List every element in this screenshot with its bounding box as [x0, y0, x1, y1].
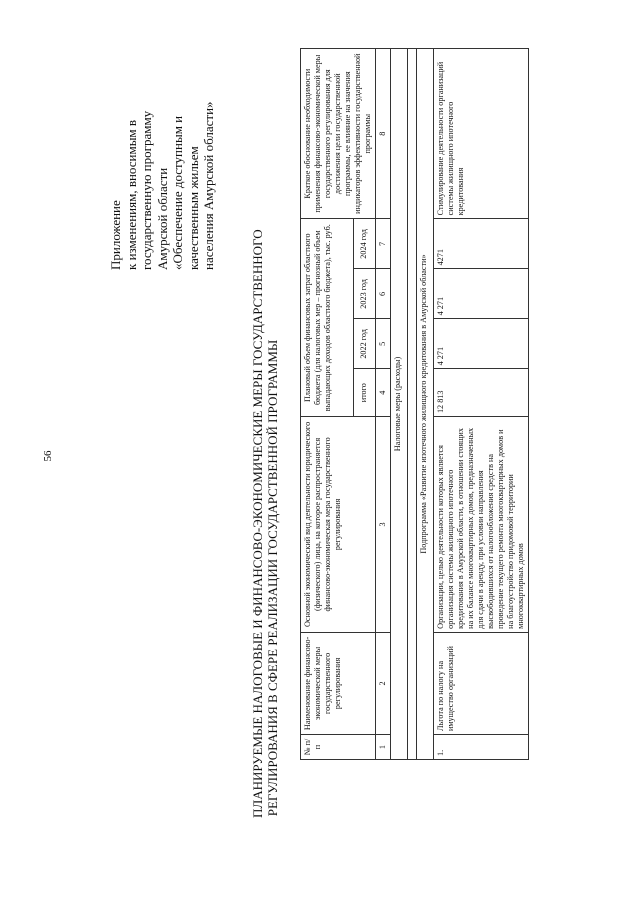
- appendix-block: [108, 60, 217, 270]
- row-num: 1.: [434, 735, 529, 760]
- row-name: Льгота по налогу на имущество организаций: [434, 632, 529, 734]
- table-row: [434, 49, 529, 760]
- row-justification: Стимулирование деятельности организаций системы жилищного ипотечного кредитования: [434, 49, 529, 219]
- section-row: [391, 49, 408, 760]
- col-number: 7: [376, 219, 391, 269]
- header-activity: Основной экономический вид деятельности юридического (физического) лица, на которое распространяется финансово-экономическая мера государственного регулирования: [301, 417, 376, 633]
- section-title: Налоговые меры (расходы): [391, 49, 408, 760]
- row-activity: Организации, целью деятельности которых является организация системы жилищного ипотечного кредитования в Амурской области, в отношении стоящих на их балансе многоквартирных домов, предназначенных для сдачи в аренду, при условии направления высвободившихся от налогообложения средств на проведение текущего ремонта многоквартирных домов и на благоустройство придомовой территории многоквартирных домов: [434, 417, 529, 633]
- header-total: итого: [353, 369, 376, 417]
- rotated-page: [100, 42, 540, 862]
- measures-table: [300, 48, 529, 760]
- header-2024: 2024 год: [353, 219, 376, 269]
- header-name: Наименование финансово-экономической меры государственного регулирования: [301, 632, 376, 734]
- col-number: 6: [376, 269, 391, 319]
- col-number: 1: [376, 735, 391, 760]
- title-line-2: РЕГУЛИРОВАНИЯ В СФЕРЕ РЕАЛИЗАЦИИ ГОСУДАРСТВЕННОЙ ПРОГРАММЫ: [265, 339, 280, 817]
- row-total: 12 813: [434, 369, 529, 417]
- header-justification: Краткое обоснование необходимости применения финансово-экономической меры государственного регулирования для достижения цели государственной программы, ее влияние на значения индикаторов эффективности государственной программы: [301, 49, 376, 219]
- gap-row: [408, 49, 417, 760]
- page-number: 56: [42, 450, 54, 462]
- col-number: 5: [376, 319, 391, 369]
- row-2023: 4 271: [434, 269, 529, 319]
- appendix-line: «Обеспечение доступным и: [170, 115, 185, 270]
- appendix-line: Амурской области: [154, 167, 170, 270]
- column-numbers-row: [376, 49, 391, 760]
- subprogram-row: [417, 49, 434, 760]
- gap-cell: [408, 49, 417, 760]
- header-volume: Плановый объем финансовых затрат областного бюджета (для налоговых мер – прогнозный объем выпадающих доходов областного бюджета), тыс. руб.: [301, 219, 354, 417]
- col-number: 8: [376, 49, 391, 219]
- row-2022: 4 271: [434, 319, 529, 369]
- appendix-line: качественным жильем: [185, 146, 201, 270]
- col-number: 3: [376, 417, 391, 633]
- document-title: [250, 229, 280, 818]
- header-2023: 2023 год: [353, 269, 376, 319]
- appendix-line: к изменениям, вносимым в: [123, 119, 139, 270]
- row-2024: 4271: [434, 219, 529, 269]
- header-num: № п/п: [301, 735, 376, 760]
- header-2022: 2022 год: [353, 319, 376, 369]
- title-line-1: ПЛАНИРУЕМЫЕ НАЛОГОВЫЕ И ФИНАНСОВО-ЭКОНОМИЧЕСКИЕ МЕРЫ ГОСУДАРСТВЕННОГО: [250, 229, 265, 818]
- appendix-line: населения Амурской области»: [201, 101, 216, 270]
- col-number: 2: [376, 632, 391, 734]
- col-number: 4: [376, 369, 391, 417]
- appendix-line: Приложение: [108, 200, 123, 270]
- appendix-line: государственную программу: [139, 110, 154, 270]
- subprogram-title: Подпрограмма «Развитие ипотечного жилищного кредитования в Амурской области»: [417, 49, 434, 760]
